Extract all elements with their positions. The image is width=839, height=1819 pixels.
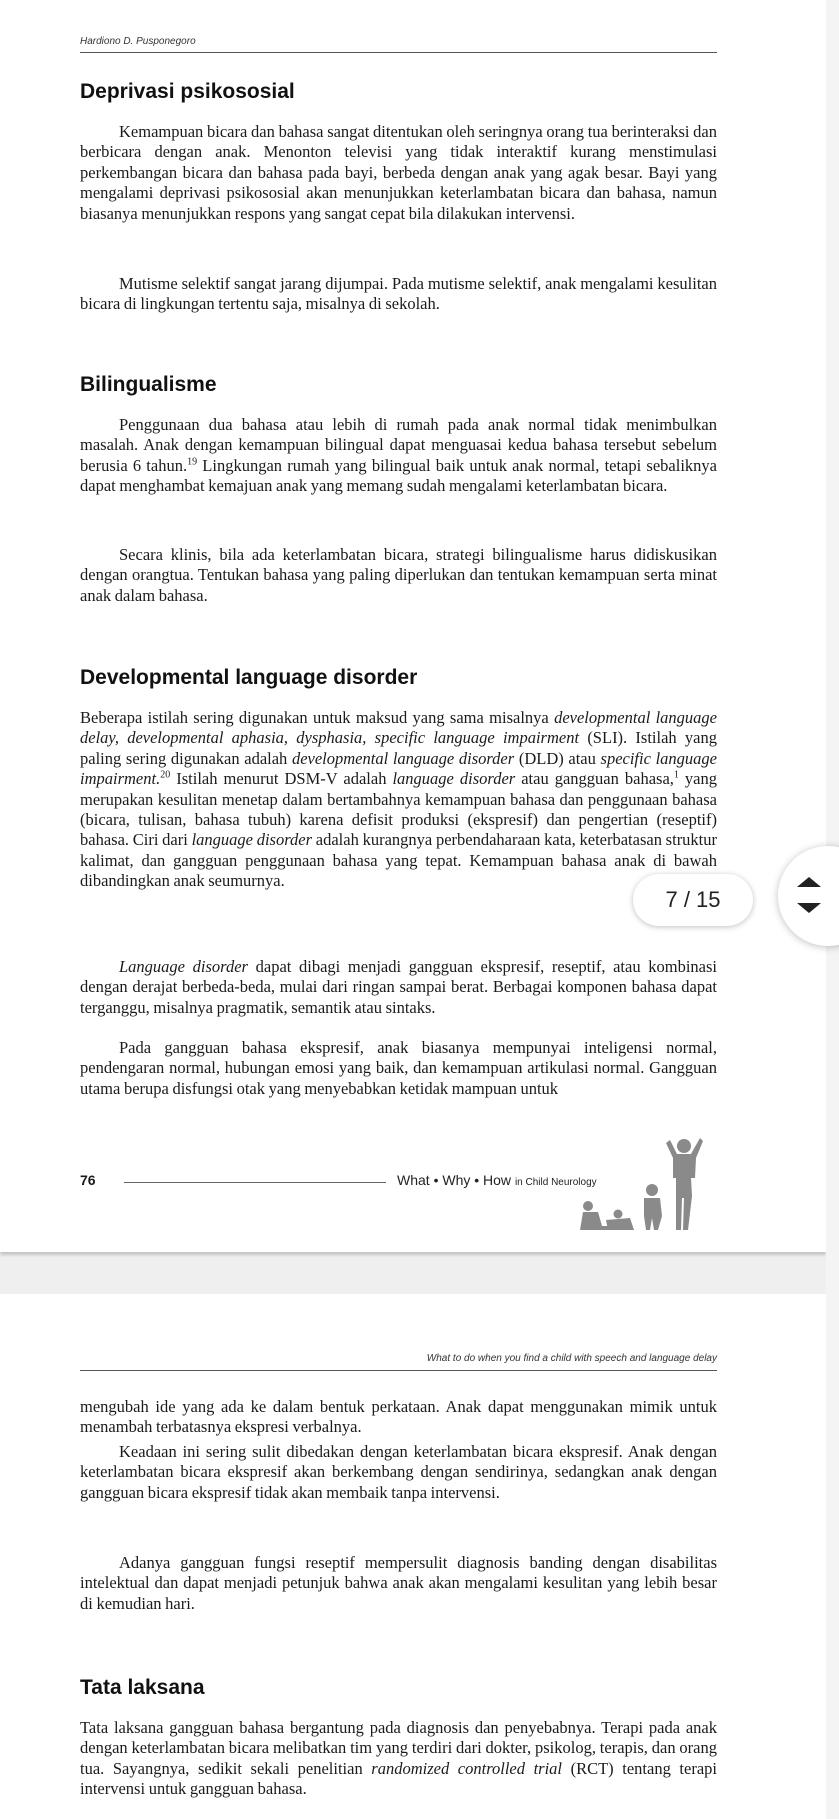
paragraph: Beberapa istilah sering digunakan untuk maksud yang sama misalnya developmental language delay, developmental aphasia, dysphasia, specific language impairment (SLI). Istilah yang paling sering digunakan adalah developmental language disorder (DLD) atau specific language impairment.$^{20}$ Istilah menurut DSM-V adalah language disorder atau gangguan bahasa,$^1$ yang merupakan kesulitan menetap dalam bertambahnya kemampuan bahasa dan penggunaan bahasa (bicara, tulisan, bahasa tubuh) karena defisit produksi (ekspresif) dan pengertian (reseptif) bahasa. Ciri dari language disorder adalah kurangnya perbendaharaan kata, keterbatasan struktur kalimat, dan gangguan penggunaan bahasa yang tepat. Kemampuan bahasa anak di bawah dibandingkan anak seumurnya.: [80, 708, 718, 891]
paragraph: Adanya gangguan fungsi reseptif mempersulit diagnosis banding dengan disabilitas intelektual dan dapat menjadi petunjuk bahwa anak akan mengalami kesulitan yang lebih besar di kemudian hari.: [80, 1553, 717, 1613]
paragraph: Tata laksana gangguan bahasa bergantung pada diagnosis dan penyebabnya. Terapi pada anak dengan keterlambatan bicara melibatkan tim yang terdiri dari dokter, psikolog, terapis, dan orang tua. Sayangnya, sedikit sekali penelitian randomized controlled trial (RCT) tentang terapi intervensi untuk gangguan bahasa.: [80, 1718, 717, 1799]
section-heading-tata-laksana: Tata laksana: [80, 1676, 205, 1699]
page-up-icon[interactable]: [797, 877, 821, 887]
children-silhouette-icon: [578, 1136, 718, 1236]
page-nav-icons: [778, 846, 839, 946]
section-heading-dld: Developmental language disorder: [80, 666, 418, 689]
paragraph: Language disorder dapat dibagi menjadi gangguan ekspresif, reseptif, atau kombinasi dengan derajat berbeda-beda, mulai dari ringan sampai berat. Berbagai komponen bahasa dapat terganggu, misalnya pragmatik, semantik atau sintaks.: [80, 957, 717, 1017]
page-indicator: 7 / 15: [633, 874, 753, 926]
header-rule: [80, 52, 717, 53]
section-heading-bilingualisme: Bilingualisme: [80, 373, 217, 396]
header-rule: [80, 1370, 717, 1371]
book-title: What • Why • How in Child Neurology: [397, 1172, 597, 1188]
paragraph: mengubah ide yang ada ke dalam bentuk perkataan. Anak dapat menggunakan mimik untuk menambah terbatasnya ekspresi verbalnya.: [80, 1397, 717, 1437]
page-footer: [80, 1164, 717, 1224]
footer-rule: [124, 1182, 386, 1183]
paragraph: Secara klinis, bila ada keterlambatan bicara, strategi bilingualisme harus didiskusikan dengan orangtua. Tentukan bahasa yang paling diperlukan dan tentukan kemampuan serta minat anak dalam bahasa.: [80, 545, 717, 605]
section-heading-deprivasi: Deprivasi psikososial: [80, 80, 295, 103]
page-navigation-control[interactable]: [778, 846, 839, 946]
paragraph: Kemampuan bicara dan bahasa sangat ditentukan oleh seringnya orang tua berinteraksi dan berbicara dengan anak. Menonton televisi yang tidak interaktif kurang menstimulasi perkembangan bicara dan bahasa pada bayi, berbeda dengan anak yang agak besar. Bayi yang mengalami deprivasi psikososial akan menunjukkan keterlambatan bicara dan bahasa, namun biasanya menunjukkan respons yang sangat cepat bila dilakukan intervensi.: [80, 122, 717, 223]
paragraph: Keadaan ini sering sulit dibedakan dengan keterlambatan bicara ekspresif. Anak dengan keterlambatan bicara ekspresif akan berkembang dengan sendirinya, sedangkan anak dengan gangguan bicara ekspresif tidak akan membaik tanpa intervensi.: [80, 1442, 717, 1502]
page-number: 76: [80, 1172, 96, 1188]
paragraph: Pada gangguan bahasa ekspresif, anak biasanya mempunyai inteligensi normal, pendengaran normal, hubungan emosi yang baik, dan kemampuan artikulasi normal. Gangguan utama berupa disfungsi otak yang menyebabkan ketidak mampuan untuk: [80, 1038, 717, 1098]
running-head: What to do when you find a child with speech and language delay: [426, 1353, 717, 1364]
paragraph: Penggunaan dua bahasa atau lebih di rumah pada anak normal tidak menimbulkan masalah. Anak dengan kemampuan bilingual dapat menguasai kedua bahasa tersebut sebelum berusia 6 tahun.$^{19}$ Lingkungan rumah yang bilingual baik untuk anak normal, tetapi sebaliknya dapat menghambat kemajuan anak yang memang sudah mengalami keterlambatan bicara.: [80, 415, 717, 496]
page-down-icon[interactable]: [797, 903, 821, 913]
paragraph: Mutisme selektif sangat jarang dijumpai. Pada mutisme selektif, anak mengalami kesulitan bicara di lingkungan tertentu saja, misalnya di sekolah.: [80, 274, 717, 314]
running-head: Hardiono D. Pusponegoro: [80, 36, 196, 47]
document-page-77: [0, 1294, 826, 1819]
